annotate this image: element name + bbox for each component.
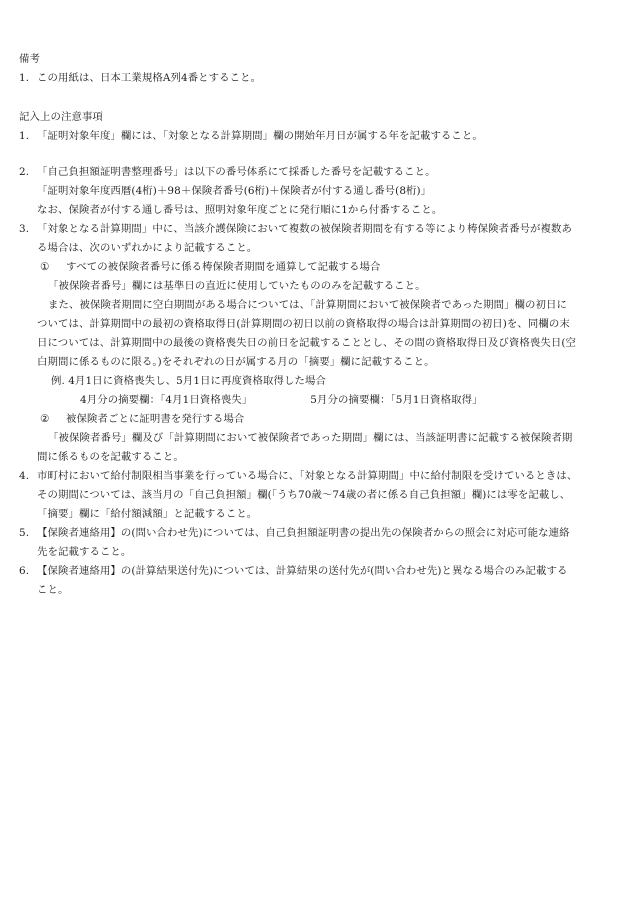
- sub-1-paragraph-2-line-4: 白期間に係るものに限る。)をそれぞれの日が属する月の「摘要」欄に記載すること。: [37, 356, 435, 368]
- remarks-item-1: [19, 69, 261, 88]
- sub-1-paragraph-2-line-3: 日については、計算期間中の最後の資格喪失日の前日を記載することとし、その間の資格取得日及び資格喪失日(空: [37, 337, 576, 349]
- notes-item-2-line-2: 「証明対象年度西暦(4桁)＋98＋保険者番号(6桁)＋保険者が付する通し番号(8桁)」: [37, 185, 432, 197]
- notes-item-4-line-1: 市町村において給付制限相当事業を行っている場合に、「対象となる計算期間」中に給付制限を受けているときは、: [37, 470, 578, 482]
- notes-item-6: [19, 562, 567, 581]
- notes-item-5-number: 5.: [19, 527, 30, 539]
- notes-item-3-sub-1-title: [40, 258, 381, 277]
- sub-1-example: 例. 4月1日に資格喪失し、5月1日に再度資格取得した場合: [51, 375, 326, 387]
- sub-1-paragraph-2-line-1: また、被保険者期間に空白期間がある場合については、「計算期間において被保険者であった期間」欄の初日に: [48, 299, 568, 311]
- notes-item-5-line-1: 【保険者連絡用】の(問い合わせ先)については、自己負担額証明書の提出先の保険者からの照会に対応可能な連絡: [37, 527, 570, 539]
- circled-one-marker: ①: [40, 261, 50, 273]
- remarks-item-1-number: 1.: [19, 72, 30, 84]
- remarks-item-1-text: この用紙は、日本工業規格A列4番とすること。: [37, 72, 262, 84]
- notes-item-2-number: 2.: [19, 166, 30, 178]
- sub-1-title-text: すべての被保険者番号に係る梼保険者期間を通算して記載する場合: [66, 261, 381, 273]
- notes-heading: 記入上の注意事項: [19, 111, 103, 123]
- notes-item-4: [19, 467, 577, 486]
- notes-item-4-line-2: その期間については、該当月の「自己負担額」欄(「うち70歳～74歳の者に係る自己負担額」欄)には零を記載し、: [37, 489, 571, 501]
- notes-item-2-line-1: 「自己負担額証明書整理番号」は以下の番号体系にて採番した番号を記載すること。: [37, 166, 436, 178]
- sub-2-paragraph-line-1: 「被保険者番号」欄及び「計算期間において被保険者であった期間」欄には、当該証明書に記載する被保険者期: [48, 432, 573, 444]
- notes-item-2-line-3: なお、保険者が付する通し番号は、照明対象年度ごとに発行順に1から付番すること。: [37, 204, 443, 216]
- sub-1-example-detail: [80, 391, 483, 410]
- example-april-note: 4月分の摘要欄：「4月1日資格喪失」: [80, 394, 253, 406]
- notes-item-3-sub-2-title: [40, 410, 244, 429]
- notes-item-3-number: 3.: [19, 223, 30, 235]
- notes-item-1: [19, 127, 483, 146]
- notes-item-6-line-2: こと。: [37, 584, 69, 596]
- notes-item-3-line-1: 「対象となる計算期間」中に、当該介護保険において複数の被保険者期間を有する等により梼保険者番号が複数あ: [37, 223, 573, 235]
- notes-item-3-line-2: る場合は、次のいずれかにより記載すること。: [37, 242, 258, 254]
- notes-item-1-number: 1.: [19, 130, 30, 142]
- notes-item-6-line-1: 【保険者連絡用】の(計算結果送付先)については、計算結果の送付先が(問い合わせ先)と異なる場合のみ記載する: [37, 565, 568, 577]
- sub-1-paragraph-2-line-2: ついては、計算期間中の最初の資格取得日(計算期間の初日以前の資格取得の場合は計算期間の初日)を、同欄の末: [37, 318, 570, 330]
- circled-two-marker: ②: [40, 413, 50, 425]
- notes-item-3: [19, 220, 572, 239]
- notes-item-5: [19, 524, 570, 543]
- sub-1-paragraph-1: 「被保険者番号」欄には基準日の直近に使用していたもののみを記載すること。: [48, 280, 426, 292]
- notes-item-4-line-3: 「摘要」欄に「給付額減額」と記載すること。: [37, 508, 258, 520]
- notes-item-1-text: 「証明対象年度」欄には、「対象となる計算期間」欄の開始年月日が属する年を記載すること。: [37, 130, 483, 142]
- sub-2-title-text: 被保険者ごとに証明書を発行する場合: [66, 413, 245, 425]
- sub-2-paragraph-line-2: 間に係るものを記載すること。: [37, 451, 184, 463]
- notes-item-4-number: 4.: [19, 470, 30, 482]
- notes-item-6-number: 6.: [19, 565, 30, 577]
- example-may-note: 5月分の摘要欄：「5月1日資格取得」: [310, 394, 483, 406]
- notes-item-5-line-2: 先を記載すること。: [37, 546, 132, 558]
- remarks-heading: 備考: [19, 53, 40, 65]
- notes-item-2: [19, 163, 436, 182]
